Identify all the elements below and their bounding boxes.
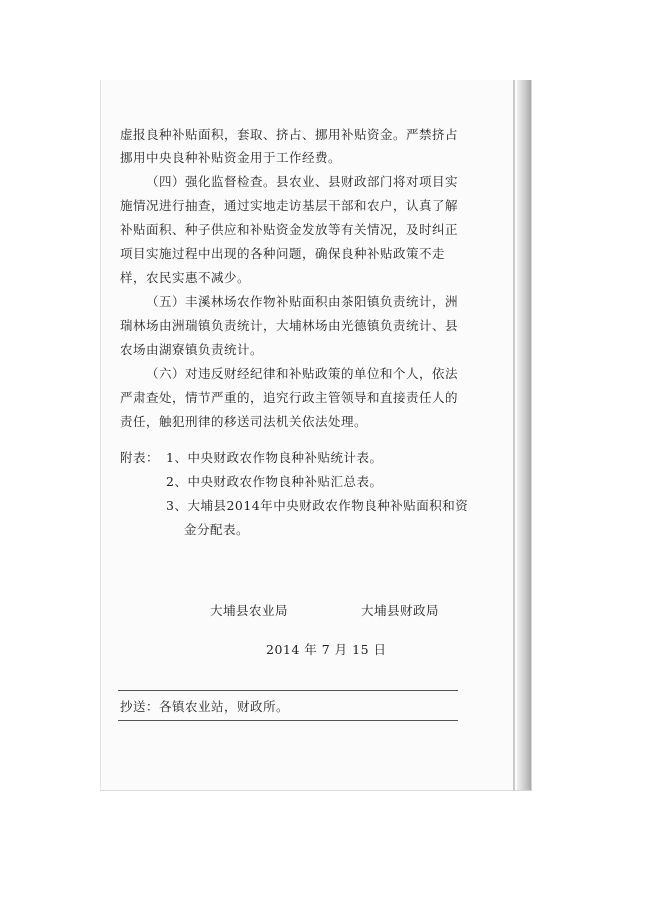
cc-rule-top	[118, 690, 458, 691]
paragraph-3-line-2: 瑞林场由洲瑞镇负责统计，大埔林场由光德镇负责统计、县	[120, 318, 459, 333]
page-binding-line	[513, 80, 515, 790]
signature-agriculture-bureau: 大埔县农业局	[210, 603, 289, 618]
paragraph-2-line-5: 样，农民实惠不减少。	[120, 270, 251, 285]
paragraph-2-line-1: （四）强化监督检查。县农业、县财政部门将对项目实	[146, 174, 459, 189]
paragraph-3-line-1: （五）丰溪林场农作物补贴面积由茶阳镇负责统计，洲	[146, 294, 459, 309]
paragraph-1-line-1: 虚报良种补贴面积，套取、挤占、挪用补贴资金。严禁挤占	[120, 127, 459, 142]
paragraph-4-line-1: （六）对违反财经纪律和补贴政策的单位和个人，依法	[146, 366, 459, 381]
paragraph-2-line-4: 项目实施过程中出现的各种问题，确保良种补贴政策不走	[120, 246, 446, 261]
attachment-item-2: 2、中央财政农作物良种补贴汇总表。	[166, 474, 383, 489]
attachment-item-3-cont: 金分配表。	[184, 522, 250, 537]
document-date: 2014 年 7 月 15 日	[266, 642, 387, 657]
attachment-item-3: 3、大埔县2014年中央财政农作物良种补贴面积和资	[166, 498, 469, 513]
cc-rule-bottom	[118, 720, 458, 721]
attachments-label: 附表：	[120, 450, 160, 465]
signature-finance-bureau: 大埔县财政局	[361, 603, 440, 618]
attachment-item-1: 1、中央财政农作物良种补贴统计表。	[166, 450, 383, 465]
paragraph-2-line-3: 补贴面积、种子供应和补贴资金发放等有关情况，及时纠正	[120, 222, 459, 237]
paragraph-3-line-3: 农场由湖寮镇负责统计。	[120, 342, 264, 357]
page-edge-shadow	[517, 80, 531, 790]
paragraph-4-line-2: 严肃查处，情节严重的，追究行政主管领导和直接责任人的	[120, 390, 459, 405]
paragraph-1-line-2: 挪用中央良种补贴资金用于工作经费。	[120, 150, 342, 165]
paragraph-4-line-3: 责任，触犯刑律的移送司法机关依法处理。	[120, 414, 368, 429]
cc-line: 抄送：各镇农业站，财政所。	[120, 699, 290, 714]
paragraph-2-line-2: 施情况进行抽查，通过实地走访基层干部和农户，认真了解	[120, 198, 459, 213]
